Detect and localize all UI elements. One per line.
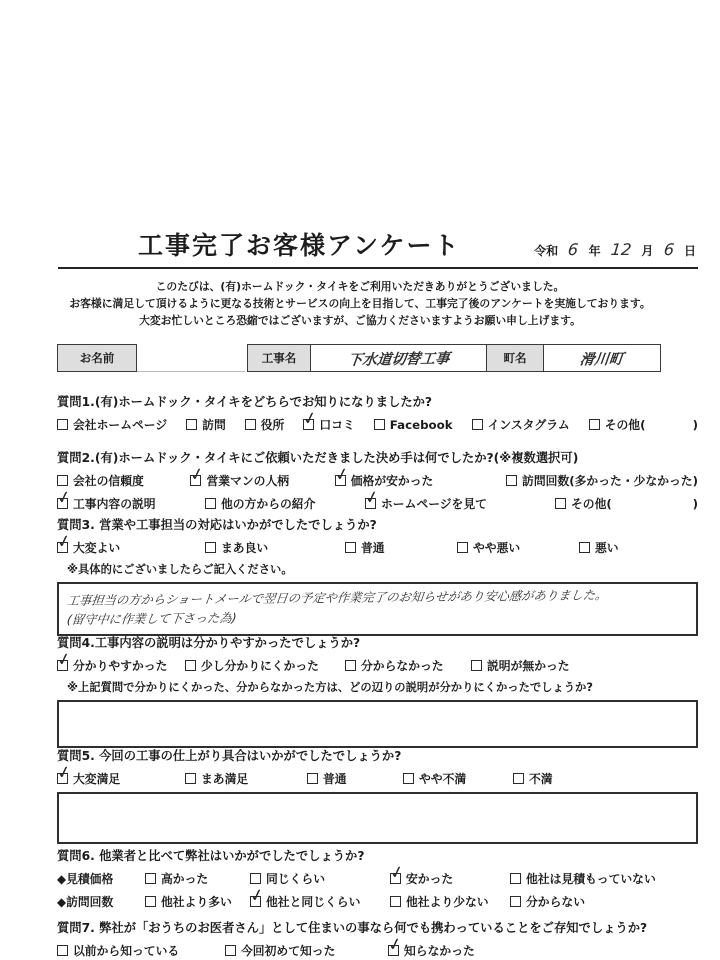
header-row	[57, 344, 698, 372]
option-label: ホームページを見て	[381, 497, 487, 511]
option-work-explanation	[57, 495, 205, 512]
question-7-title: 質問7. 弊社が「おうちのお医者さん」として住まいの事なら何でも携わっていることをご存知でしょうか?	[57, 921, 648, 935]
option-label: やや悪い	[473, 541, 521, 555]
option-dont-know	[510, 893, 585, 910]
comment-box[interactable]	[57, 582, 698, 636]
option-salesman-personality	[190, 472, 334, 489]
question-6-row-estimate-price	[57, 870, 698, 887]
answer-box-empty[interactable]	[57, 700, 698, 748]
option-label: 訪問回数(多かった・少なかった)	[522, 474, 698, 488]
option-label: 普通	[361, 541, 385, 555]
question-4	[57, 633, 698, 748]
intro-line-2: お客様に満足して頂けるように更なる技術とサービスの向上を目指して、工事完了後のアンケートを実施しております。	[69, 297, 651, 310]
town-name-value: 滑川町	[578, 351, 624, 368]
name-label: お名前	[57, 344, 137, 372]
other-close-paren: )	[692, 417, 698, 432]
checkbox[interactable]	[205, 498, 216, 509]
option-other	[589, 416, 646, 433]
question-6-title: 質問6. 他業者と比べて弊社はいかがでしたでしょうか?	[57, 849, 365, 863]
question-3	[57, 515, 698, 636]
option-label: 他の方からの紹介	[221, 497, 316, 511]
checkbox[interactable]	[190, 475, 201, 486]
year-unit: 年	[588, 244, 601, 258]
checkbox[interactable]	[374, 419, 385, 430]
town-name-field[interactable]	[543, 344, 661, 372]
option-label: その他(	[604, 418, 646, 432]
option-label: 口コミ	[319, 418, 355, 432]
checkbox[interactable]	[510, 873, 521, 884]
option-cheaper	[390, 870, 510, 887]
option-referral	[205, 495, 365, 512]
checkbox[interactable]	[57, 945, 68, 956]
work-name-label: 工事名	[247, 344, 311, 372]
title-row	[58, 226, 698, 269]
option-first-time	[225, 942, 388, 959]
option-knew-before	[57, 942, 225, 959]
comment-line-1: 工事担当の方からショートメールで翌日の予定や作業完了のお知らせがあり安心感がありました。	[65, 588, 609, 608]
checkbox[interactable]	[513, 773, 524, 784]
option-label: 不満	[529, 772, 553, 786]
option-bad	[579, 539, 619, 556]
question-5-options	[57, 770, 698, 787]
option-label: 会社ホームページ	[73, 418, 168, 432]
question-1	[57, 392, 698, 433]
option-somewhat-dissatisfied	[403, 770, 513, 787]
option-label: 工事内容の説明	[73, 497, 156, 511]
question-5-title: 質問5. 今回の工事の仕上がり具合はいかがでしたでしょうか?	[57, 749, 402, 763]
option-did-not-understand	[345, 657, 471, 674]
checkbox[interactable]	[145, 873, 156, 884]
year-value[interactable]: 6	[567, 240, 580, 259]
question-1-title: 質問1.(有)ホームドック・タイキをどちらでお知りになりましたか?	[57, 395, 433, 409]
option-company-trust	[57, 472, 190, 489]
option-more-than-others	[145, 893, 250, 910]
question-2-row-2	[57, 495, 698, 512]
checkbox[interactable]	[510, 896, 521, 907]
option-fewer-than-others	[390, 893, 510, 910]
other-close-paren: )	[692, 496, 698, 511]
option-label: 大変よい	[73, 541, 121, 555]
option-label: 他社と同じくらい	[266, 895, 361, 909]
question-2-row-1	[57, 472, 698, 489]
checkbox[interactable]	[250, 873, 261, 884]
option-label: 普通	[323, 772, 347, 786]
option-city-office	[245, 416, 285, 433]
option-word-of-mouth	[303, 416, 354, 433]
checkbox[interactable]	[345, 660, 356, 671]
comment-line-2: (留守中に作業して下さった為)	[66, 611, 238, 627]
checkbox[interactable]	[390, 873, 401, 884]
question-4-options	[57, 657, 698, 674]
checkbox[interactable]	[245, 419, 256, 430]
option-fairly-good	[205, 539, 345, 556]
option-label: 少し分かりにくかった	[201, 659, 319, 673]
month-unit: 月	[641, 244, 654, 258]
option-label: 他社より少ない	[406, 895, 489, 909]
row-label-estimate-price: ◆見積価格	[57, 872, 114, 886]
option-label: 悪い	[595, 541, 619, 555]
option-label: 訪問	[202, 418, 226, 432]
intro-line-3: 大変お忙しいところ恐縮ではございますが、ご協力くださいますようお願い申し上げます。	[139, 314, 581, 327]
checkbox[interactable]	[186, 419, 197, 430]
answer-box-empty[interactable]	[57, 792, 698, 844]
question-2	[57, 448, 698, 512]
month-value[interactable]: 12	[609, 240, 633, 259]
question-3-options	[57, 539, 698, 556]
row-label-visit-count: ◆訪問回数	[57, 895, 114, 909]
option-somewhat-bad	[457, 539, 579, 556]
question-3-title: 質問3. 営業や工事担当の対応はいかがでしたでしょうか?	[57, 518, 377, 532]
option-same-as-others	[250, 893, 390, 910]
option-very-good	[57, 539, 205, 556]
checkbox[interactable]	[57, 475, 68, 486]
checkbox[interactable]	[579, 542, 590, 553]
work-name-field[interactable]	[310, 344, 488, 372]
question-6-row-visit-count	[57, 893, 698, 910]
question-1-options	[57, 416, 698, 433]
option-label: 営業マンの人柄	[206, 474, 290, 488]
option-label: 説明が無かった	[487, 659, 570, 673]
option-label: 価格が安かった	[350, 474, 434, 488]
option-label: 以前から知っている	[73, 944, 180, 958]
option-normal	[307, 770, 403, 787]
question-3-note: ※具体的にございましたらご記入ください。	[67, 563, 293, 576]
option-label: まあ満足	[201, 772, 249, 786]
option-very-satisfied	[57, 770, 185, 787]
intro-line-1: このたびは、(有)ホームドック・タイキをご利用いただきありがとうございました。	[155, 280, 565, 293]
checkbox[interactable]	[506, 475, 517, 486]
checkbox[interactable]	[185, 660, 196, 671]
checkbox[interactable]	[57, 542, 68, 553]
checkbox[interactable]	[403, 773, 414, 784]
intro-text	[0, 278, 720, 329]
checkbox[interactable]	[205, 542, 216, 553]
option-no-explanation	[471, 657, 570, 674]
option-company-homepage	[57, 416, 167, 433]
option-label: 今回初めて知った	[241, 944, 336, 958]
checkbox[interactable]	[390, 896, 401, 907]
checkbox[interactable]	[145, 896, 156, 907]
checkbox[interactable]	[307, 773, 318, 784]
work-name-value: 下水道切替工事	[346, 350, 451, 369]
era-label: 令和	[534, 244, 559, 258]
checkbox[interactable]	[57, 498, 68, 509]
checkbox[interactable]	[555, 498, 566, 509]
option-expensive	[145, 870, 250, 887]
option-label: 高かった	[161, 872, 209, 886]
option-no-other-estimate	[510, 870, 656, 887]
option-label: その他(	[571, 497, 612, 511]
option-easy-to-understand	[57, 657, 185, 674]
option-about-same	[250, 870, 390, 887]
option-other	[555, 495, 612, 512]
option-label: インスタグラム	[487, 418, 570, 432]
checkbox[interactable]	[365, 498, 376, 509]
option-saw-homepage	[365, 495, 555, 512]
option-facebook	[374, 418, 453, 432]
checkbox[interactable]	[335, 475, 346, 486]
option-visit	[186, 416, 226, 433]
option-label: 役所	[260, 418, 285, 432]
checkbox[interactable]	[471, 660, 482, 671]
question-6	[57, 846, 698, 910]
town-name-label: 町名	[486, 344, 544, 372]
option-dissatisfied	[513, 770, 553, 787]
checkbox[interactable]	[185, 773, 196, 784]
option-slightly-hard	[185, 657, 345, 674]
option-label: 分からない	[526, 895, 585, 909]
option-label: 安かった	[406, 872, 454, 886]
checkbox[interactable]	[388, 945, 399, 956]
option-label: 大変満足	[73, 772, 121, 786]
question-5	[57, 746, 698, 844]
checkbox[interactable]	[225, 945, 236, 956]
day-value[interactable]: 6	[662, 240, 675, 259]
option-did-not-know	[388, 942, 475, 959]
checkbox[interactable]	[457, 542, 468, 553]
option-label: 分からなかった	[361, 659, 444, 673]
option-label: 他社より多い	[161, 895, 232, 909]
question-4-title: 質問4.工事内容の説明は分かりやすかったでしょうか?	[57, 636, 361, 650]
option-label: 会社の信頼度	[73, 474, 144, 488]
day-unit: 日	[683, 244, 696, 258]
question-7-options	[57, 942, 698, 959]
checkbox[interactable]	[57, 419, 68, 430]
name-field[interactable]	[137, 344, 245, 372]
checkbox[interactable]	[57, 773, 68, 784]
checkbox[interactable]	[345, 542, 356, 553]
option-fairly-satisfied	[185, 770, 307, 787]
checkbox[interactable]	[589, 419, 600, 430]
option-label: 知らなかった	[404, 944, 475, 958]
option-visit-count	[506, 472, 698, 489]
date-line	[532, 240, 698, 262]
option-label: 他社は見積もっていない	[526, 872, 656, 886]
option-normal	[345, 539, 457, 556]
option-label: Facebook	[389, 417, 453, 432]
page-title: 工事完了お客様アンケート	[138, 231, 461, 260]
option-instagram	[472, 416, 570, 433]
checkbox[interactable]	[472, 419, 483, 430]
question-7	[57, 918, 698, 959]
option-label: 同じくらい	[266, 872, 325, 886]
question-2-title: 質問2.(有)ホームドック・タイキにご依頼いただきました決め手は何でしたか?(※複数選択可)	[57, 451, 579, 465]
checkbox[interactable]	[250, 896, 261, 907]
option-label: やや不満	[419, 772, 467, 786]
checkbox[interactable]	[303, 419, 314, 430]
option-label: 分かりやすかった	[73, 659, 168, 673]
question-4-note: ※上記質問で分かりにくかった、分からなかった方は、どの辺りの説明が分かりにくかったでしょうか?	[67, 681, 593, 694]
checkbox[interactable]	[57, 660, 68, 671]
option-cheap-price	[335, 472, 506, 489]
option-label: まあ良い	[221, 541, 269, 555]
